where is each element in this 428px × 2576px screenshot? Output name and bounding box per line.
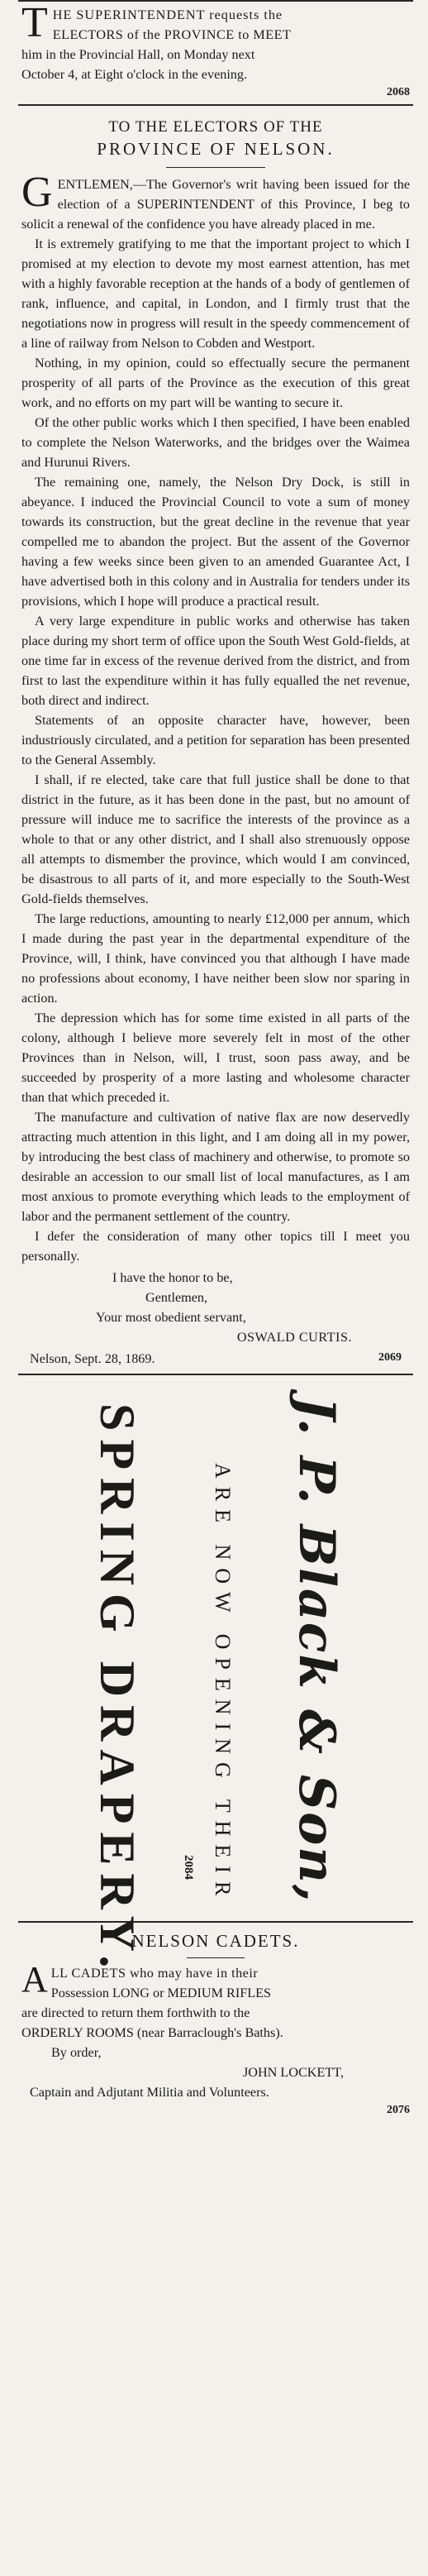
- address-paragraph-10: The depression which has for some time existed in all parts of the colony, although I believe more severely felt in most of the other Provinces than in Nelson, will, I trust, soon pass away, and be succeeded by prosperity of a more lasting and wholesome character than that which preceded it.: [21, 1011, 410, 1105]
- section-rule: [18, 104, 413, 106]
- notice-line-1: HE SUPERINTENDENT requests the: [52, 7, 283, 22]
- cadets-line-3: are directed to return them forthwith to the: [21, 2005, 250, 2020]
- superintendent-notice: [21, 0, 410, 101]
- signatory-title: Captain and Adjutant Militia and Volunteers.: [30, 2085, 269, 2100]
- drop-cap-t: T: [21, 0, 48, 46]
- closing-line-2: Gentlemen,: [145, 1290, 208, 1305]
- section-rule: [18, 1921, 413, 1923]
- notice-line-4: October 4, at Eight o'clock in the evening.: [21, 67, 248, 82]
- heading-underline: [187, 1957, 245, 1958]
- drop-cap-g: G: [21, 169, 53, 216]
- firm-name: J. P. Black & Son,: [288, 1397, 345, 1904]
- cadets-line-2: Possession LONG or MEDIUM RIFLES: [50, 1986, 271, 2000]
- closing-line-3: Your most obedient servant,: [96, 1310, 246, 1325]
- by-order: By order,: [51, 2045, 102, 2060]
- signatory-name: JOHN LOCKETT,: [243, 2065, 344, 2080]
- place-date-row: [21, 1347, 410, 1369]
- address-heading-1: TO THE ELECTORS OF THE: [108, 118, 323, 136]
- address-paragraph-5: The remaining one, namely, the Nelson Dry Dock, is still in abeyance. I induced the Provincial Council to vote a sum of money towards its construction, but the great decline in the revenue that year compelled me to abandon the project. But the assent of the Governor having a few weeks since been given to an amended Guarantee Act, I have advertised both in this colony and in Australia for tenders under its provisions, which I hope will produce a practical result.: [21, 475, 410, 609]
- address-closing: [21, 1268, 410, 1369]
- cadets-line-1: LL CADETS who may have in their: [50, 1966, 259, 1981]
- cadets-notice: [21, 1931, 410, 2119]
- advert-number: 2069: [378, 1351, 402, 1364]
- address-paragraph-6: A very large expenditure in public works and otherwise has taken place during my short term of office upon the South West Gold-fields, at one time far in excess of the revenue derived from the district, and from first to last the expenditure within it has fully equalled the net revenue, both direct and indirect.: [21, 614, 410, 708]
- address-paragraph-1: GENTLEMEN,—The Governor's writ having been issued for the election of a SUPERINTENDENT of this Province, I beg to solicit a renewal of the confidence you have already placed in me.: [21, 169, 410, 232]
- notice-line-3: him in the Provincial Hall, on Monday next: [21, 47, 255, 62]
- address-paragraph-11: The manufacture and cultivation of native flax are now deservedly attracting much attention in this light, and I am doing all in my power, by introducing the best class of machinery and otherwise, to promote so desirable an accession to our small list of local manufactures, as I am most anxious to promote everything which leads to the employment of labor and the permanent settlement of the country.: [21, 1110, 410, 1224]
- address-heading-2: PROVINCE OF NELSON.: [97, 139, 335, 159]
- electors-address: [21, 117, 410, 1369]
- address-paragraph-12: I defer the consideration of many other topics till I meet you personally.: [21, 1229, 410, 1264]
- closing-line-1: I have the honor to be,: [112, 1270, 233, 1285]
- address-paragraph-9: The large reductions, amounting to nearly £12,000 per annum, which I made during the past year in the departmental expenditure of the Province, will, I think, have convinced you that although I have made no professions about economy, I have neither been slow nor sparing in action.: [21, 911, 410, 1006]
- cadets-line-4: ORDERLY ROOMS (near Barraclough's Baths).: [21, 2025, 283, 2040]
- cadets-heading: NELSON CADETS.: [131, 1931, 300, 1951]
- advert-number: 2076: [387, 2104, 410, 2116]
- opening-tagline: ARE NOW OPENING THEIR: [211, 1463, 235, 1905]
- address-paragraph-3: Nothing, in my opinion, could so effectually secure the permanent prosperity of all parts of the Province as the execution of this great work, and no efforts on my part will be wanting to secure it.: [21, 356, 410, 410]
- heading-underline: [166, 167, 265, 168]
- cadets-body: [21, 1959, 410, 2119]
- top-rule: [18, 0, 413, 2]
- advert-number: 2084: [182, 1855, 195, 1880]
- address-body: [21, 169, 410, 1266]
- address-paragraph-2: It is extremely gratifying to me that the important project to which I promised at my election to devote my most earnest attention, has met with a highly favorable reception at the hands of a body of gentlemen of rank, influence, and capital, in London, and I firmly trust that the negotiations now in progress will result in the speedy commencement of a line of railway from Nelson to Cobden and Westport.: [21, 237, 410, 351]
- address-paragraph-7: Statements of an opposite character have, however, been industriously circulated, and a petition for separation has been presented to the General Assembly.: [21, 713, 410, 767]
- advert-number: 2068: [387, 86, 410, 98]
- drop-cap-a: A: [21, 1959, 48, 2000]
- place-date: Nelson, Sept. 28, 1869.: [30, 1351, 155, 1366]
- address-paragraph-4: Of the other public works which I then specified, I have been enabled to complete the Nelson Waterworks, and the bridges over the Waimea and Hurunui Rivers.: [21, 415, 410, 470]
- spring-drapery-headline: SPRING DRAPERY.: [90, 1403, 145, 1976]
- address-paragraph-8: I shall, if re elected, take care that full justice shall be done to that district in the future, as it has been done in the past, but no amount of pressure will induce me to sacrifice the interests of the province as a whole to that or any other district, and I shall also strenuously oppose all attempts to dismember the province, which would I am convinced, be disastrous to all parts of it, and more especially to the South-West Gold-fields themselves.: [21, 772, 410, 906]
- signature: OSWALD CURTIS.: [236, 1330, 352, 1345]
- notice-line-2: ELECTORS of the PROVINCE to MEET: [52, 27, 292, 42]
